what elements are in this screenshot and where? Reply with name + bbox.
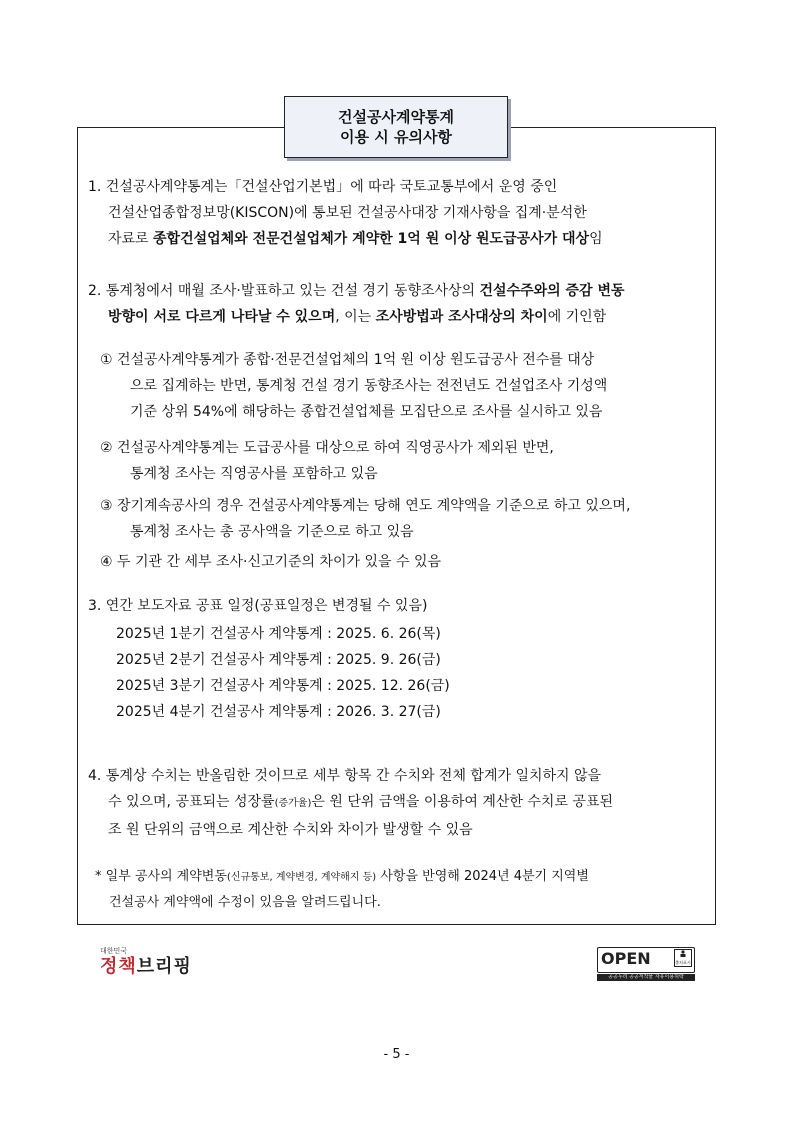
- item-2-line1-pre: 2. 통계청에서 매월 조사·발표하고 있는 건설 경기 동향조사상의: [88, 283, 480, 299]
- sub-item-2: [100, 435, 712, 487]
- footnote-line1-pre: * 일부 공사의 계약변동: [95, 869, 227, 884]
- logo-small-text: 대한민국: [100, 947, 128, 955]
- logo-accent: 정책: [100, 956, 137, 977]
- sub-item-2-line2: 통계청 조사는 직영공사를 포함하고 있음: [130, 466, 378, 482]
- item-2-line2-post: 에 기인함: [547, 309, 607, 325]
- item-1-line3-bold: 종합건설업체와 전문건설업체가 계약한 1억 원 이상 원도급공사가 대상: [153, 231, 590, 247]
- footnote-line1: [95, 864, 710, 890]
- item-4-line2: [88, 789, 708, 817]
- schedule-row: 2025년 3분기 건설공사 계약통계 : 2025. 12. 26(금): [116, 678, 450, 694]
- item-1-line3-pre: 자료로: [108, 231, 154, 247]
- item-2: [88, 278, 708, 330]
- open-text: OPEN: [601, 949, 651, 968]
- item-2-line1: [88, 278, 708, 304]
- title-line1: 건설공사계약통계: [338, 108, 454, 126]
- item-2-line2: [88, 304, 708, 330]
- item-4-line3: 조 원 단위의 금액으로 계산한 수치와 차이가 발생할 수 있음: [108, 822, 473, 838]
- title-line2: 이용 시 유의사항: [340, 128, 452, 146]
- page-number: - 5 -: [383, 1047, 410, 1062]
- schedule-row: 2025년 1분기 건설공사 계약통계 : 2025. 6. 26(목): [116, 626, 441, 642]
- person-icon: [679, 950, 687, 957]
- schedule-list: [116, 621, 450, 725]
- item-4: [88, 763, 708, 843]
- item-2-line2-bold2: 조사방법과 조사대상의 차이: [375, 309, 548, 325]
- item-4-line2-post: 은 원 단위 금액을 이용하여 계산한 수치로 공표된: [311, 794, 614, 810]
- item-1-line1: 1. 건설공사계약통계는「건설산업기본법」에 따라 국토교통부에서 운영 중인: [88, 179, 558, 195]
- policy-briefing-logo: [100, 947, 192, 978]
- item-4-line2-small: (증가율): [274, 798, 312, 809]
- sub-item-2-line1: ② 건설공사계약통계는 도급공사를 대상으로 하여 직영공사가 제외된 반면,: [100, 440, 554, 456]
- logo-rest: 브리핑: [136, 956, 192, 977]
- item-1-line3-post: 임: [589, 231, 603, 247]
- sub-item-1-line2: 으로 집계하는 반면, 통계청 건설 경기 동향조사는 전전년도 건설업조사 기성액: [130, 378, 608, 394]
- sub-item-3-line2: 통계청 조사는 총 공사액을 기준으로 하고 있음: [130, 524, 414, 540]
- open-license-badge: [597, 947, 695, 981]
- sub-item-1: [100, 347, 712, 425]
- item-3-heading-text: 3. 연간 보도자료 공표 일정(공표일정은 변경될 수 있음): [88, 598, 428, 614]
- item-2-line1-bold: 건설수주와의 증감 변동: [479, 283, 625, 299]
- item-2-line2-mid: , 이는: [335, 309, 376, 325]
- item-1-line3: [88, 226, 708, 252]
- attribution-icon: [674, 949, 692, 967]
- sub-item-1-line1: ① 건설공사계약통계가 종합·전문건설업체의 1억 원 이상 원도급공사 전수를 대상: [100, 352, 595, 368]
- footnote-line1-small: (신규통보, 계약변경, 계약해지 등): [226, 872, 377, 883]
- item-1-line2: 건설산업종합정보망(KISCON)에 통보된 건설공사대장 기재사항을 집계·분석한: [108, 205, 587, 221]
- item-2-line2-bold1: 방향이 서로 다르게 나타날 수 있으며: [108, 309, 336, 325]
- open-caption: 공공누리 공공저작물 자유이용허락: [597, 974, 695, 981]
- sub-item-3-line1: ③ 장기계속공사의 경우 건설공사계약통계는 당해 연도 계약액을 기준으로 하고 있으며,: [100, 498, 631, 514]
- schedule-row: 2025년 4분기 건설공사 계약통계 : 2026. 3. 27(금): [116, 704, 441, 720]
- sub-item-4: [100, 549, 712, 575]
- item-4-line2-pre: 수 있으며, 공표되는 성장률: [108, 794, 275, 810]
- item-1: [88, 174, 708, 252]
- item-3-heading: [88, 593, 708, 619]
- attribution-label: 출처표시: [675, 960, 691, 965]
- title-box: [284, 96, 508, 158]
- footnote-line2: 건설공사 계약액에 수정이 있음을 알려드립니다.: [109, 895, 381, 910]
- sub-item-4-line1: ④ 두 기관 간 세부 조사·신고기준의 차이가 있을 수 있음: [100, 554, 442, 570]
- footnote-line1-post: 사항을 반영해 2024년 4분기 지역별: [376, 869, 589, 884]
- item-4-line1: 4. 통계상 수치는 반올림한 것이므로 세부 항목 간 수치와 전체 합계가 일치하지 않을: [88, 768, 602, 784]
- sub-item-1-line3: 기준 상위 54%에 해당하는 종합건설업체를 모집단으로 조사를 실시하고 있음: [130, 404, 603, 420]
- schedule-row: 2025년 2분기 건설공사 계약통계 : 2025. 9. 26(금): [116, 652, 441, 668]
- footnote: [95, 864, 710, 915]
- logo-wordmark: [100, 956, 192, 978]
- sub-item-3: [100, 493, 712, 545]
